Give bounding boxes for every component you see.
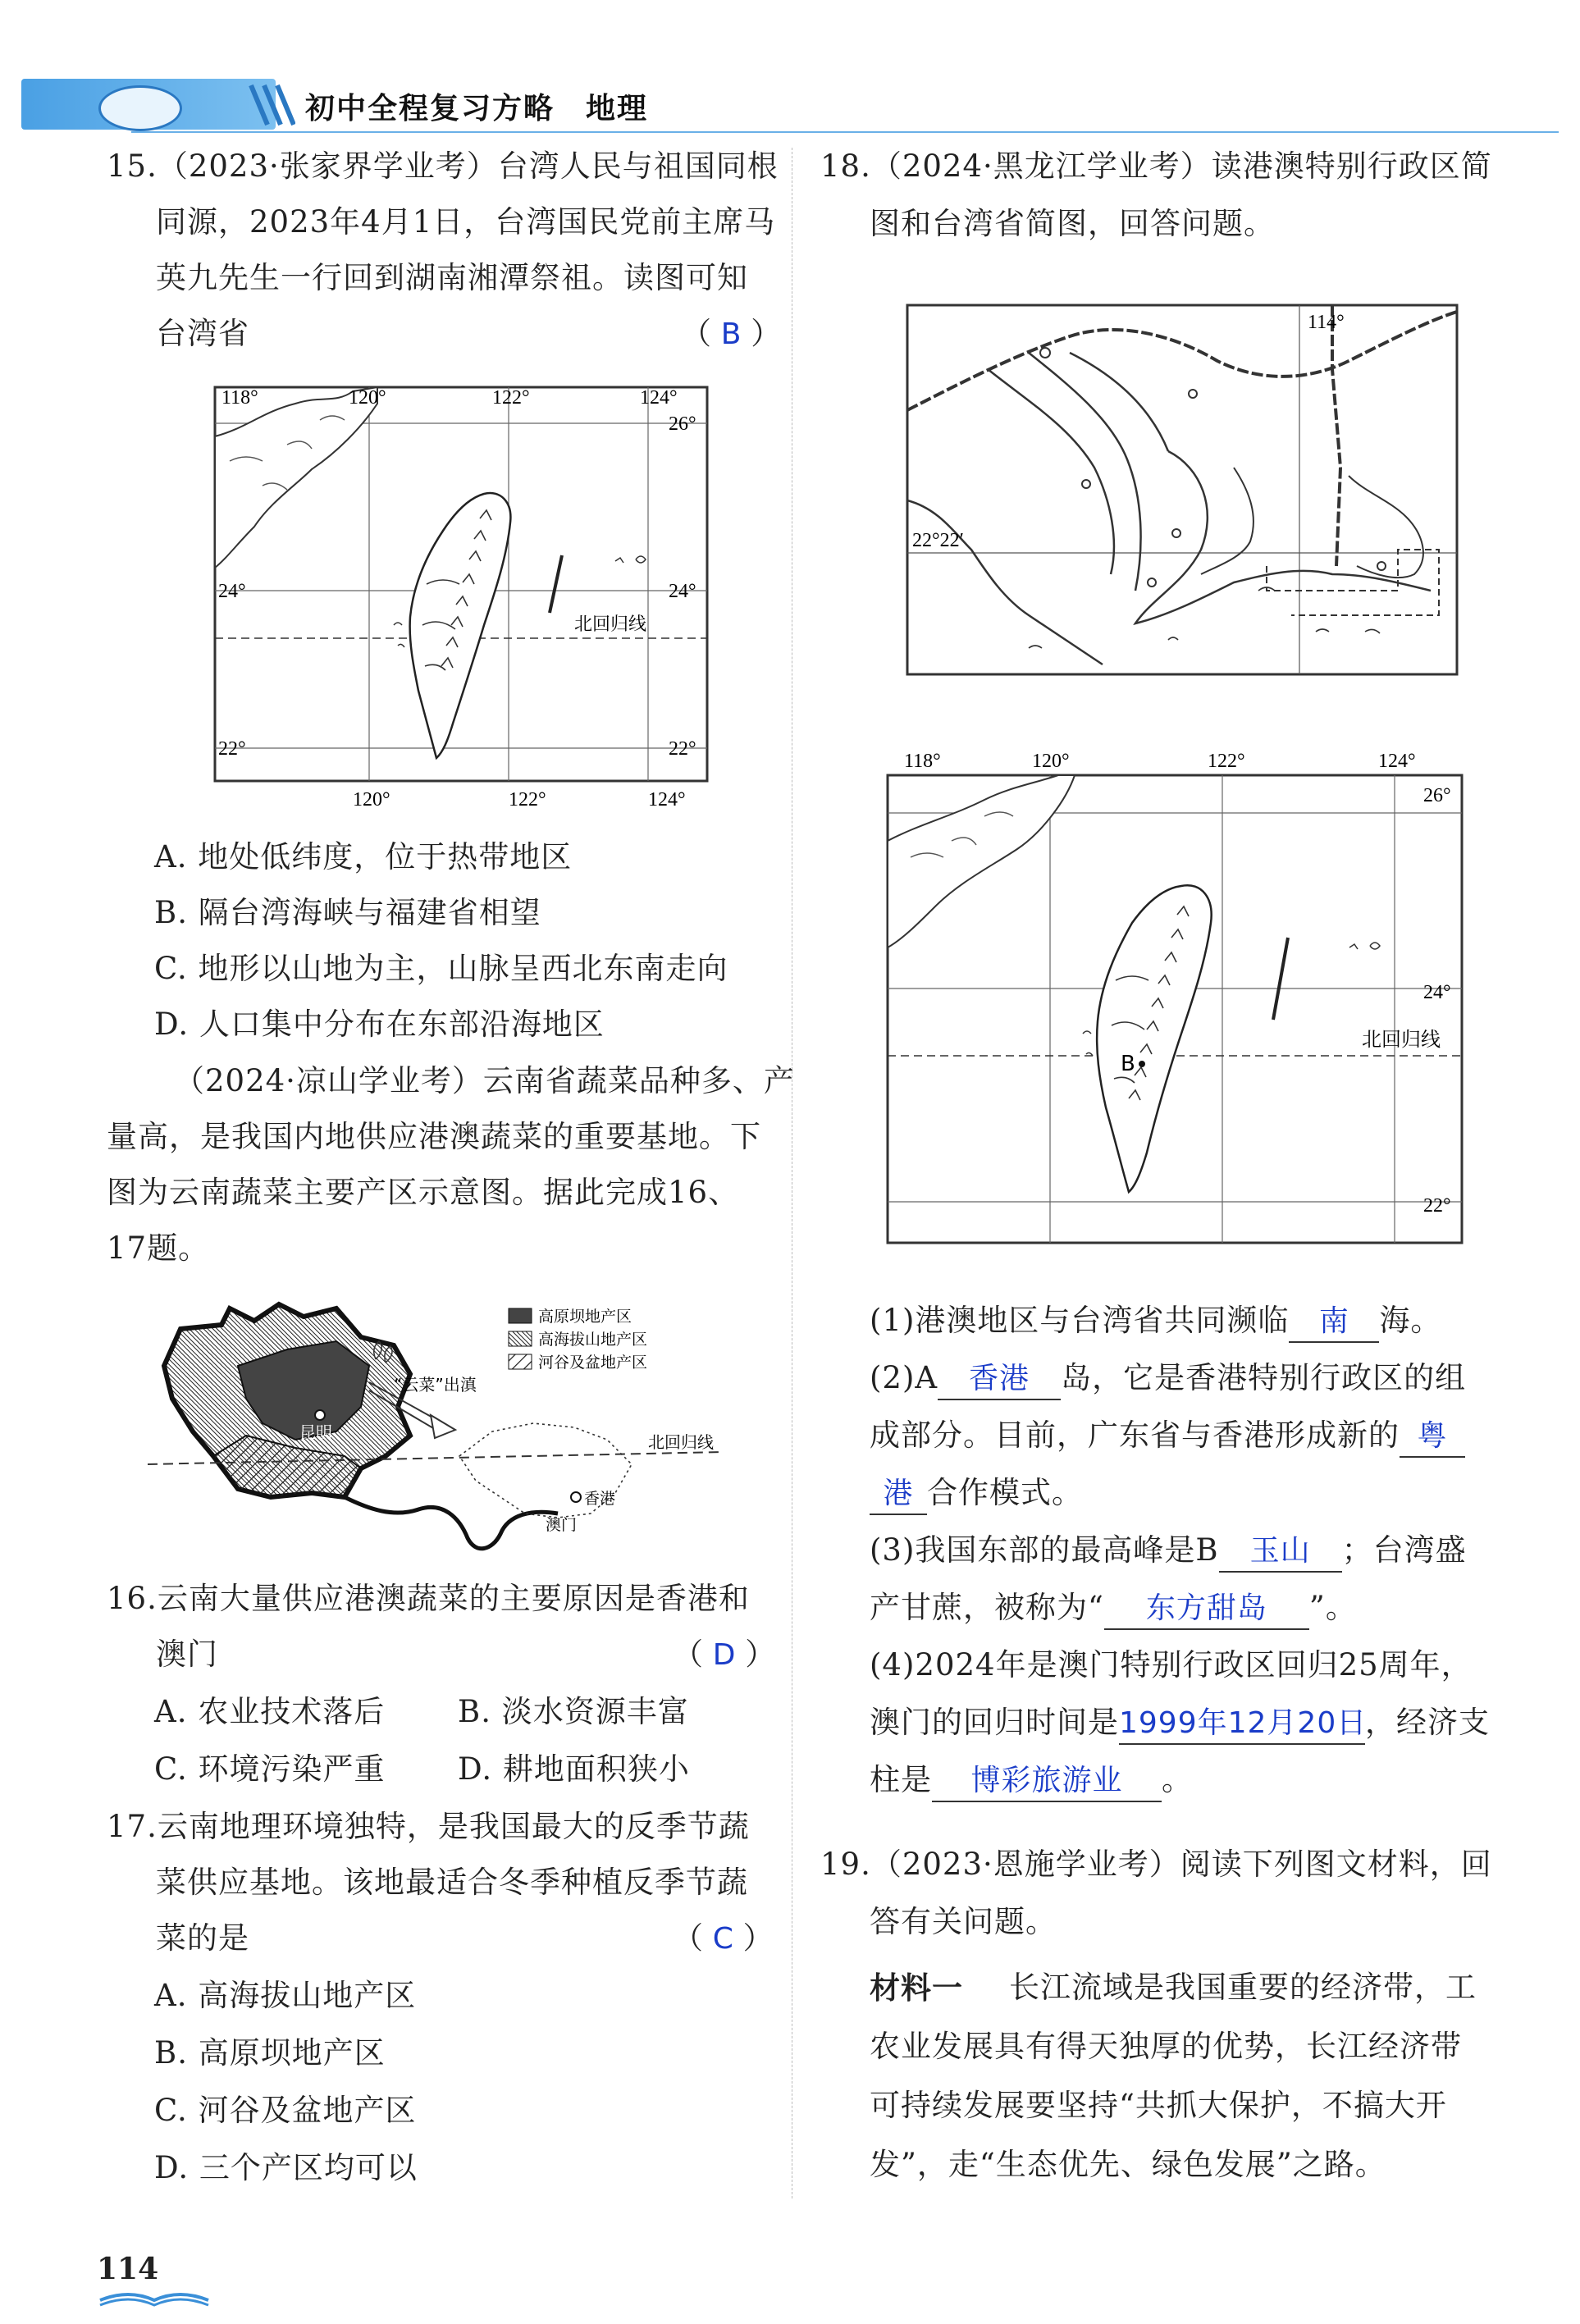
q18-p3-answer-2: 东方甜岛 xyxy=(1104,1589,1309,1630)
macau-label: 澳门 xyxy=(546,1516,578,1534)
q19-material-label: 材料一 xyxy=(870,1970,963,2006)
q15-map-lon-124-top: 124° xyxy=(640,387,678,409)
q15-map-lat-24-right: 24° xyxy=(669,581,696,602)
q18-p3-post: ；台湾盛 xyxy=(1341,1532,1467,1568)
q19-material-line-2: 农业发展具有得天独厚的优势，长江经济带 xyxy=(870,2029,1462,2064)
q15-map-lon-122-top: 122° xyxy=(492,387,530,409)
q18-part3-line2 xyxy=(870,1579,1357,1637)
q18-part4-line2 xyxy=(870,1694,1490,1751)
q18-p3-line2-pre: 产甘蔗，被称为“ xyxy=(870,1590,1104,1625)
q18-p1-pre: (1)港澳地区与台湾省共同濒临 xyxy=(870,1303,1290,1338)
q17-option-a: A. 高海拔山地产区 xyxy=(154,1978,417,2013)
q17-option-c: C. 河谷及盆地产区 xyxy=(154,2093,417,2128)
q16-option-b: B. 淡水资源丰富 xyxy=(458,1694,689,1729)
q19-material-line-3: 可持续发展要坚持“共抓大保护，不搞大开 xyxy=(870,2088,1447,2123)
q17-line-2: 菜供应基地。该地最适合冬季种植反季节蔬 xyxy=(156,1865,748,1900)
point-b-label: B xyxy=(1121,1052,1135,1076)
q17-line-3: 菜的是 xyxy=(156,1920,249,1956)
q15-map-lat-22-right: 22° xyxy=(669,738,696,760)
q19-material-line-4: 发”，走“生态优先、绿色发展”之路。 xyxy=(870,2147,1386,2182)
q15-line-1: 15.（2023·张家界学业考）台湾人民与祖国同根 xyxy=(107,148,779,184)
q15-map-lon-122-bottom: 122° xyxy=(509,789,546,810)
q16-option-c: C. 环境污染严重 xyxy=(154,1751,386,1787)
q19-line-2: 答有关问题。 xyxy=(870,1904,1057,1939)
q18-p3-answer: 玉山 xyxy=(1219,1532,1342,1573)
q18-p2-answer-2b: 港 xyxy=(870,1474,927,1515)
tw-map-lat-22: 22° xyxy=(1423,1195,1451,1217)
intro16-line-4: 17题。 xyxy=(107,1230,210,1266)
tw-map-lon-118: 118° xyxy=(904,751,941,772)
legend-swatch-highland xyxy=(509,1331,532,1346)
q18-p3-line2-post: ”。 xyxy=(1308,1590,1357,1625)
q18-part4-line3 xyxy=(870,1751,1193,1809)
q18-line-2: 图和台湾省简图，回答问题。 xyxy=(870,206,1275,241)
legend-swatch-valley xyxy=(509,1354,532,1369)
q16-option-a: A. 农业技术落后 xyxy=(154,1694,386,1729)
q18-p1-post: 海。 xyxy=(1379,1303,1442,1338)
q18-p4-line3-pre: 柱是 xyxy=(870,1762,932,1797)
q15-map-lat-24-left: 24° xyxy=(218,581,246,602)
q18-p4-post: ，经济支 xyxy=(1365,1705,1490,1740)
q15-option-b: B. 隔台湾海峡与福建省相望 xyxy=(154,895,541,930)
intro16-line-3: 图为云南蔬菜主要产区示意图。据此完成16、 xyxy=(107,1175,740,1210)
header-title: 初中全程复习方略 地理 xyxy=(305,92,649,126)
q15-answer-bracket: （ B ） xyxy=(681,316,782,351)
q15-map-lon-124-bottom: 124° xyxy=(648,789,686,810)
q15-map-lon-118: 118° xyxy=(221,387,258,409)
q17-line-1: 17.云南地理环境独特，是我国最大的反季节蔬 xyxy=(107,1809,750,1844)
yunnan-vegetable-map xyxy=(148,1292,738,1563)
q15-answer: B xyxy=(720,317,742,351)
q18-p3-pre: (3)我国东部的最高峰是B xyxy=(870,1532,1219,1568)
q18-p2-answer-2a: 粤 xyxy=(1400,1417,1465,1458)
q15-map-lat-22-left: 22° xyxy=(218,738,246,760)
kunming-label: 昆明 xyxy=(299,1422,332,1442)
q15-line-2: 同源，2023年4月1日，台湾国民党前主席马 xyxy=(156,204,776,240)
q17-answer-bracket: （ C ） xyxy=(673,1920,774,1956)
yushan-point xyxy=(1139,1061,1145,1067)
header-rule xyxy=(131,131,1559,133)
q18-p4-answer: 1999年12月20日 xyxy=(1119,1704,1365,1745)
q15-map-tropic-label: 北回归线 xyxy=(574,614,647,635)
q15-option-d: D. 人口集中分布在东部沿海地区 xyxy=(154,1007,605,1042)
hk-label: 香港 xyxy=(584,1490,616,1508)
hk-map-lat-label: 22°22′ xyxy=(912,530,964,551)
q18-p2-line3: 合作模式。 xyxy=(927,1475,1083,1510)
q18-part2-line3 xyxy=(870,1464,1083,1522)
header-slashes-decoration xyxy=(246,82,295,128)
q18-p2-line2: 成部分。目前，广东省与香港形成新的 xyxy=(870,1418,1400,1453)
hk-dot xyxy=(571,1492,581,1502)
q17-option-d: D. 三个产区均可以 xyxy=(154,2150,418,2185)
map-frame xyxy=(907,305,1457,674)
q15-map-lon-120-top: 120° xyxy=(349,387,386,409)
q15-line-4: 台湾省 xyxy=(156,316,249,351)
legend-plateau: 高原坝地产区 xyxy=(538,1308,632,1326)
q15-taiwan-map xyxy=(213,379,710,812)
q19-line-1: 19.（2023·恩施学业考）阅读下列图文材料，回 xyxy=(820,1847,1492,1882)
q16-answer: D xyxy=(712,1638,736,1672)
legend-swatch-plateau xyxy=(509,1308,532,1323)
tw-map-lat-24: 24° xyxy=(1423,982,1451,1003)
q18-part1 xyxy=(870,1292,1441,1349)
intro16-line-2: 量高，是我国内地供应港澳蔬菜的重要基地。下 xyxy=(107,1119,761,1154)
q15-map-lat-26: 26° xyxy=(669,413,696,435)
q18-p1-answer: 南 xyxy=(1289,1302,1379,1343)
q15-line-3: 英九先生一行回到湖南湘潭祭祖。读图可知 xyxy=(156,260,748,295)
q16-answer-bracket: （ D ） xyxy=(673,1637,776,1672)
q18-p2-post: 岛，它是香港特别行政区的组 xyxy=(1061,1360,1467,1395)
legend-highland: 高海拔山地产区 xyxy=(538,1331,648,1349)
tw-map-lon-124: 124° xyxy=(1378,751,1416,772)
q18-part2-line2 xyxy=(870,1407,1465,1464)
yunnan-tropic-label: 北回归线 xyxy=(648,1432,714,1452)
q18-p4-line3-post: 。 xyxy=(1162,1762,1193,1797)
q15-map-lon-120-bottom: 120° xyxy=(353,789,390,810)
q17-answer: C xyxy=(712,1922,733,1956)
q18-part2-line1 xyxy=(870,1349,1466,1407)
q18-part4-line1: (4)2024年是澳门特别行政区回归25周年， xyxy=(870,1647,1473,1683)
q19-material-line-1: 长江流域是我国重要的经济带，工 xyxy=(1009,1970,1477,2005)
q18-p2-pre: (2)A xyxy=(870,1360,938,1395)
legend-valley: 河谷及盆地产区 xyxy=(538,1354,648,1372)
q18-taiwan-map xyxy=(886,742,1468,1247)
q18-part3-line1 xyxy=(870,1522,1467,1579)
q18-p2-answer: 香港 xyxy=(938,1359,1061,1400)
q18-p4-answer-3: 博彩旅游业 xyxy=(932,1761,1162,1802)
logo xyxy=(98,85,182,131)
page-number: 114 xyxy=(97,2252,159,2286)
q18-p4-pre: 澳门的回归时间是 xyxy=(870,1705,1119,1740)
q18-line-1: 18.（2024·黑龙江学业考）读港澳特别行政区简 xyxy=(820,148,1492,184)
export-arrow-label: “云菜”出滇 xyxy=(394,1375,477,1395)
tw-map-lat-26: 26° xyxy=(1423,785,1451,806)
q16-line-2: 澳门 xyxy=(156,1637,218,1672)
intro16-line-1: （2024·凉山学业考）云南省蔬菜品种多、产 xyxy=(174,1063,795,1098)
page-number-decoration xyxy=(97,2289,212,2308)
kunming-dot xyxy=(315,1410,325,1420)
border-line xyxy=(345,1497,558,1549)
tw-map-lon-122: 122° xyxy=(1208,751,1245,772)
q15-option-c: C. 地形以山地为主，山脉呈西北东南走向 xyxy=(154,951,728,986)
tw-map-lon-120: 120° xyxy=(1032,751,1070,772)
hk-map-lon-label: 114° xyxy=(1308,312,1345,333)
hk-macau-map xyxy=(906,304,1464,681)
q16-line-1: 16.云南大量供应港澳蔬菜的主要原因是香港和 xyxy=(107,1581,750,1616)
q15-option-a: A. 地处低纬度，位于热带地区 xyxy=(154,839,573,874)
q16-option-d: D. 耕地面积狭小 xyxy=(458,1751,690,1787)
q17-option-b: B. 高原坝地产区 xyxy=(154,2035,386,2071)
tw-map-tropic-label: 北回归线 xyxy=(1362,1028,1441,1051)
